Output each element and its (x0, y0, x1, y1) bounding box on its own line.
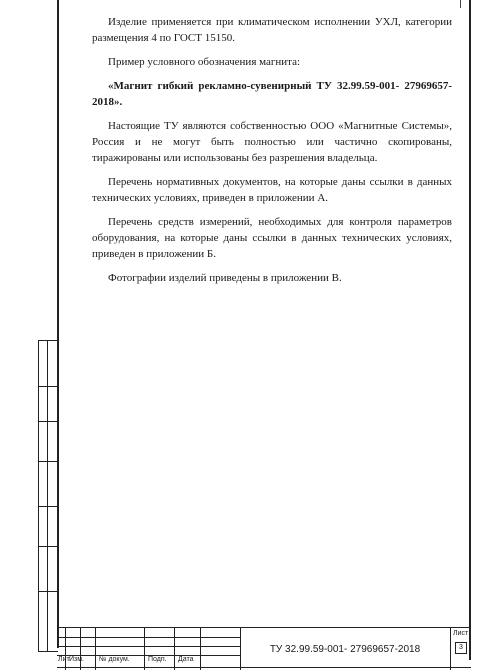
title-block-col-line (65, 628, 66, 670)
paragraph-example-designation: «Магнит гибкий рекламно-сувенирный ТУ 32.99.59-001- 27969657-2018». (92, 80, 452, 108)
title-block-col-line (80, 628, 81, 670)
title-block-col-line (174, 628, 175, 670)
title-block-col-line (144, 628, 145, 670)
document-designation: ТУ 32.99.59-001- 27969657-2018 (269, 643, 421, 655)
paragraph-photos: Фотографии изделий приведены в приложении В. (108, 272, 342, 284)
margin-cell-divider (39, 506, 58, 507)
paragraph-climate: Изделие применяется при климатическом исполнении УХЛ, категории размещения 4 по ГОСТ 15150. (92, 16, 452, 44)
title-block-col-line (95, 628, 96, 670)
frame-bottom-border (57, 667, 471, 668)
header-doc-number: № докум. (99, 656, 130, 663)
frame-top-tick (460, 0, 461, 8)
sheet-label: Лист (453, 630, 469, 637)
margin-cell-divider (39, 461, 58, 462)
margin-strip-divider (47, 341, 48, 651)
header-signature: Подп. (148, 656, 167, 663)
title-block-row-line (57, 646, 240, 647)
title-block-row-line (57, 637, 240, 638)
margin-cell-divider (39, 386, 58, 387)
header-lit: Лит (58, 656, 70, 663)
margin-cell-divider (39, 591, 58, 592)
title-block-col-line (200, 628, 201, 670)
header-date: Дата (178, 656, 194, 663)
paragraph-ownership: Настоящие ТУ являются собственностью ООО «Магнитные Системы», Россия и не могут быть полностью или частично скопированы, тиражированы или использованы без разрешения владельца. (92, 120, 452, 164)
paragraph-example-heading: Пример условного обозначения магнита: (108, 56, 301, 68)
header-izm: Изм. (69, 656, 84, 663)
paragraph-measurement-tools: Перечень средств измерений, необходимых для контроля параметров оборудования, на которые даны ссылки в данных технических условиях, приведен в приложении Б. (92, 216, 452, 260)
paragraph-normative-docs: Перечень нормативных документов, на которые даны ссылки в данных технических условиях, приведен в приложении А. (92, 176, 452, 204)
title-block (57, 627, 471, 670)
margin-cell-divider (39, 546, 58, 547)
sheet-number: 3 (455, 642, 467, 654)
document-body (92, 14, 452, 294)
sheet-box (450, 628, 472, 670)
margin-cell-divider (39, 421, 58, 422)
margin-strip (38, 340, 58, 652)
frame-right-border (469, 0, 471, 660)
